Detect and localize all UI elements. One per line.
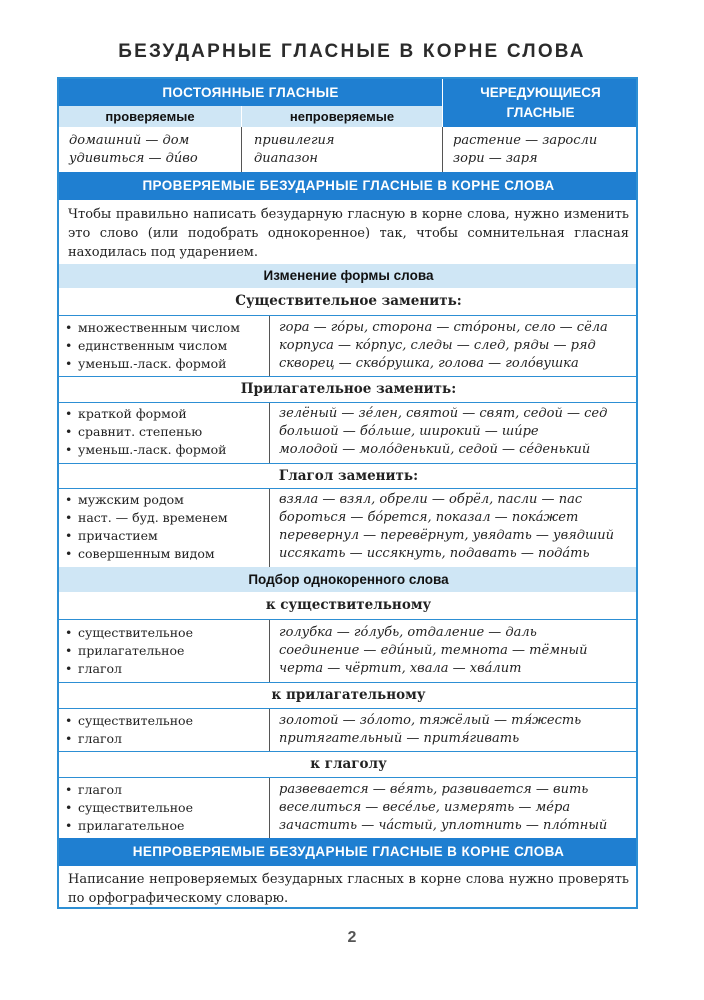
- noun-replace-title: Существительное заменить:: [235, 293, 462, 309]
- alternating-vowels-header: ЧЕРЕДУЮЩИЕСЯ ГЛАСНЫЕ: [443, 79, 638, 127]
- to-adj-parts: [65, 712, 265, 748]
- list-item: • существительное: [65, 713, 193, 728]
- to-adj-title: к прилагательному: [271, 687, 426, 703]
- adj-replace-title: Прилагательное заменить:: [240, 381, 457, 397]
- example-line: привилегия: [254, 133, 335, 148]
- example-line: большой — бóльше, широкий — шúре: [279, 424, 539, 439]
- page-number: 2: [347, 929, 357, 946]
- list-item: • глагол: [65, 731, 122, 746]
- list-item: • уменьш.-ласк. формой: [65, 442, 227, 457]
- example-line: растение — заросли: [453, 133, 598, 148]
- list-item: • совершенным видом: [65, 546, 215, 561]
- divider: [241, 127, 242, 172]
- example-line: иссякать — иссякнуть, подавать — подáть: [279, 546, 590, 561]
- noun-methods: [65, 319, 265, 373]
- constant-vowels-header: ПОСТОЯННЫЕ ГЛАСНЫЕ: [59, 79, 442, 106]
- divider: [59, 777, 638, 778]
- uncheckable-examples: [254, 132, 434, 168]
- list-item: • глагол: [65, 782, 122, 797]
- divider: [269, 778, 270, 838]
- form-change-header: Изменение формы слова: [59, 264, 638, 288]
- list-item: • мужским родом: [65, 492, 184, 507]
- example-line: притягательный — притя́гивать: [279, 731, 520, 746]
- adj-methods: [65, 405, 265, 459]
- list-item: • существительное: [65, 625, 193, 640]
- checkable-rule-text: Чтобы правильно написать безударную гласную в корне слова, нужно изменить это слово (или подобрать однокоренное) так, чтобы сомнительная гласная находилась под ударением.: [68, 207, 629, 260]
- divider: [59, 619, 638, 620]
- list-item: • причастием: [65, 528, 158, 543]
- list-item: • наст. — буд. временем: [65, 510, 228, 525]
- example-line: скворец — сквóрушка, голова — голóвушка: [279, 356, 579, 371]
- list-item: • прилагательное: [65, 818, 185, 833]
- example-line: бороться — бóрется, показал — покáжет: [279, 510, 579, 525]
- to-verb-title: к глаголу: [310, 756, 387, 772]
- page-title: БЕЗУДАРНЫЕ ГЛАСНЫЕ В КОРНЕ СЛОВА: [118, 41, 586, 62]
- to-verb-examples: [279, 781, 634, 835]
- list-item: • уменьш.-ласк. формой: [65, 356, 227, 371]
- divider: [269, 316, 270, 376]
- example-line: домашний — дом: [69, 133, 190, 148]
- uncheckable-section-header: НЕПРОВЕРЯЕМЫЕ БЕЗУДАРНЫЕ ГЛАСНЫЕ В КОРНЕ СЛОВА: [59, 838, 638, 866]
- example-line: развевается — вéять, развивается — вить: [279, 782, 589, 797]
- list-item: • глагол: [65, 661, 122, 676]
- list-item: • сравнит. степенью: [65, 424, 203, 439]
- verb-examples: [279, 491, 634, 563]
- divider: [269, 620, 270, 682]
- example-line: зачастить — чáстый, уплотнить — плóтный: [279, 818, 608, 833]
- uncheckable-rule-text: Написание непроверяемых безударных гласных в корне слова нужно проверять по орфографическому словарю.: [68, 872, 629, 906]
- example-line: удивиться — дúво: [69, 151, 198, 166]
- example-line: молодой — молóденький, седой — сéденький: [279, 442, 591, 457]
- divider: [442, 127, 443, 172]
- to-noun-parts: [65, 624, 265, 678]
- example-line: корпуса — кóрпус, следы — след, ряды — ряд: [279, 338, 596, 353]
- noun-examples: [279, 319, 634, 373]
- divider: [269, 489, 270, 567]
- divider: [59, 315, 638, 316]
- uncheckable-subheader: непроверяемые: [242, 106, 442, 127]
- example-line: соединение — едúный, темнота — тёмный: [279, 643, 588, 658]
- example-line: зелёный — зéлен, святой — свят, седой — сед: [279, 406, 608, 421]
- adj-examples: [279, 405, 634, 459]
- example-line: зори — заря: [453, 151, 538, 166]
- checkable-section-header: ПРОВЕРЯЕМЫЕ БЕЗУДАРНЫЕ ГЛАСНЫЕ В КОРНЕ СЛОВА: [59, 172, 638, 200]
- checkable-examples: [69, 132, 239, 168]
- divider: [269, 709, 270, 751]
- list-item: • краткой формой: [65, 406, 187, 421]
- example-line: веселиться — весéлье, измерять — мéра: [279, 800, 571, 815]
- verb-methods: [65, 491, 265, 563]
- to-noun-title: к существительному: [265, 597, 432, 613]
- example-line: голубка — гóлубь, отдаление — даль: [279, 625, 537, 640]
- alternating-examples: [453, 132, 633, 168]
- to-verb-parts: [65, 781, 265, 835]
- example-line: гора — гóры, сторона — стóроны, село — сёла: [279, 320, 608, 335]
- to-adj-examples: [279, 712, 634, 748]
- rule-table: [57, 77, 638, 909]
- divider: [241, 106, 242, 127]
- checkable-subheader: проверяемые: [59, 106, 241, 127]
- verb-replace-title: Глагол заменить:: [278, 468, 419, 484]
- list-item: • единственным числом: [65, 338, 228, 353]
- example-line: черта — чёртит, хвала — хвáлит: [279, 661, 522, 676]
- list-item: • множественным числом: [65, 320, 240, 335]
- list-item: • прилагательное: [65, 643, 185, 658]
- divider: [59, 708, 638, 709]
- root-word-header: Подбор однокоренного слова: [59, 567, 638, 592]
- divider: [442, 79, 443, 127]
- example-line: диапазон: [254, 151, 318, 166]
- list-item: • существительное: [65, 800, 193, 815]
- divider: [59, 402, 638, 403]
- divider: [269, 403, 270, 463]
- divider: [59, 488, 638, 489]
- to-noun-examples: [279, 624, 634, 678]
- example-line: перевернул — перевёрнут, увядать — увядший: [279, 528, 615, 543]
- example-line: взяла — взял, обрели — обрёл, пасли — пас: [279, 492, 583, 507]
- example-line: золотой — зóлото, тяжёлый — тя́жесть: [279, 713, 582, 728]
